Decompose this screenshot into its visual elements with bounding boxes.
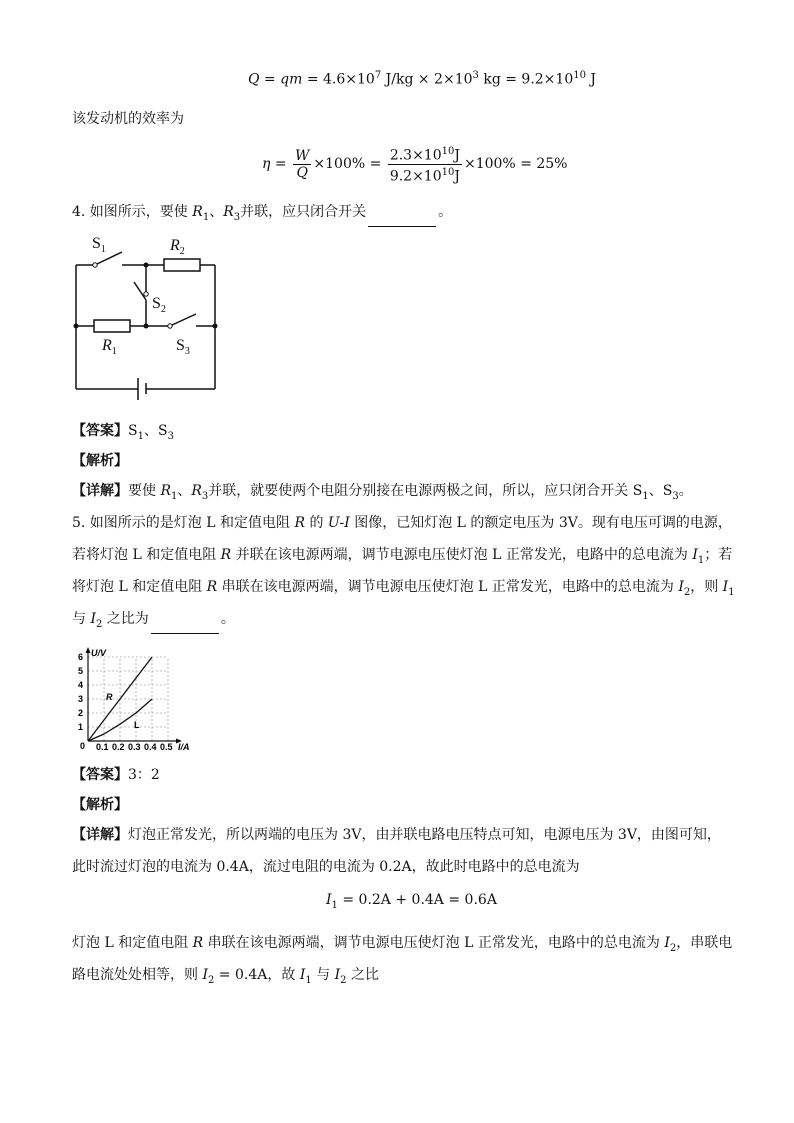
- q5-series-line-2: 路电流处处相等，则 $I_2 = 0.4A$，故 $I_1$ 与 $I_2$ 之比: [72, 967, 379, 986]
- efficiency-equation: η = $\frac{W}{Q}$ ×100% = $\frac{2.3\times 10^{10}J}{9.2\times 10^{10}J}$ ×100% = 25%: [262, 146, 568, 185]
- y-tick-label: 3: [78, 694, 84, 704]
- q5-analysis-heading: 【解析】: [72, 797, 128, 813]
- question-5-line-4: 与 $I_2$ 之比为 。: [72, 610, 235, 634]
- y-tick-label: 5: [78, 666, 84, 676]
- q4-detail: 【详解】要使 $R_1$、$R_3$并联，就要使两个电阻分别接在电源两极之间，所以，应只闭合开关 $S_1$、$S_3$。: [72, 483, 693, 502]
- x-tick-label: 0.1: [96, 742, 109, 752]
- label-r1: $R_1$: [102, 337, 117, 357]
- label-s2: $S_2$: [152, 295, 166, 315]
- answer-blank[interactable]: [368, 212, 436, 227]
- y-tick-label: 1: [78, 722, 84, 732]
- ui-graph: [70, 644, 200, 756]
- y-tick-label: 2: [78, 708, 84, 718]
- x-tick-label: 0.2: [112, 742, 125, 752]
- q5-detail-line-1: 【详解】灯泡正常发光，所以两端的电压为 3V，由并联电路电压特点可知，电源电压为 3V，由图可知，: [72, 827, 721, 843]
- heat-equation: Q = qm = $4.6\times 10^7$ $J/kg \times 2\times 10^3$ kg = $9.2\times 10^{10}$ J: [248, 70, 597, 88]
- graph-origin: 0: [80, 741, 86, 751]
- q5-answer: 【答案】3：2: [72, 767, 160, 783]
- q4-answer: 【答案】$S_1$、$S_3$: [72, 423, 174, 442]
- question-5-line-3: 将灯泡 L 和定值电阻 R 串联在该电源两端，调节电源电压使灯泡 L 正常发光，电路中的总电流为 $I_2$，则 $I_1$: [72, 579, 735, 598]
- q5-detail-line-2: 此时流过灯泡的电流为 0.4A，流过电阻的电流为 0.2A，故此时电路中的总电流为: [72, 859, 580, 875]
- circuit-diagram: [60, 228, 230, 408]
- x-tick-label: 0.4: [144, 742, 157, 752]
- label-s3: $S_3$: [176, 337, 190, 357]
- x-tick-label: 0.5: [160, 742, 173, 752]
- question-4: 4. 如图所示，要使 $R_1$、$R_3$并联，应只闭合开关 。: [72, 203, 452, 227]
- efficiency-intro: 该发动机的效率为: [72, 111, 184, 127]
- graph-xlabel: I/A: [178, 742, 190, 752]
- series-label-r: R: [106, 692, 113, 702]
- answer-blank[interactable]: [151, 619, 219, 634]
- q5-series-line-1: 灯泡 L 和定值电阻 R 串联在该电源两端，调节电源电压使灯泡 L 正常发光，电路中的总电流为 $I_2$，串联电: [72, 935, 733, 954]
- graph-ylabel: U/V: [91, 648, 107, 658]
- question-5-line-1: 5. 如图所示的是灯泡 L 和定值电阻 R 的 U-I 图像，已知灯泡 L 的额定电压为 3V。现有电压可调的电源，: [72, 515, 732, 531]
- label-r2: $R_2$: [170, 237, 185, 257]
- q4-analysis-heading: 【解析】: [72, 453, 128, 469]
- i1-equation: $I_1 = 0.2A + 0.4A = 0.6A$: [326, 892, 497, 911]
- label-s1: $S_1$: [92, 235, 106, 255]
- series-label-l: L: [134, 720, 140, 730]
- question-5-line-2: 若将灯泡 L 和定值电阻 R 并联在该电源两端，调节电源电压使灯泡 L 正常发光，电路中的总电流为 $I_1$；若: [72, 547, 733, 566]
- x-tick-label: 0.3: [128, 742, 141, 752]
- y-tick-label: 4: [78, 680, 84, 690]
- y-tick-label: 6: [78, 652, 84, 662]
